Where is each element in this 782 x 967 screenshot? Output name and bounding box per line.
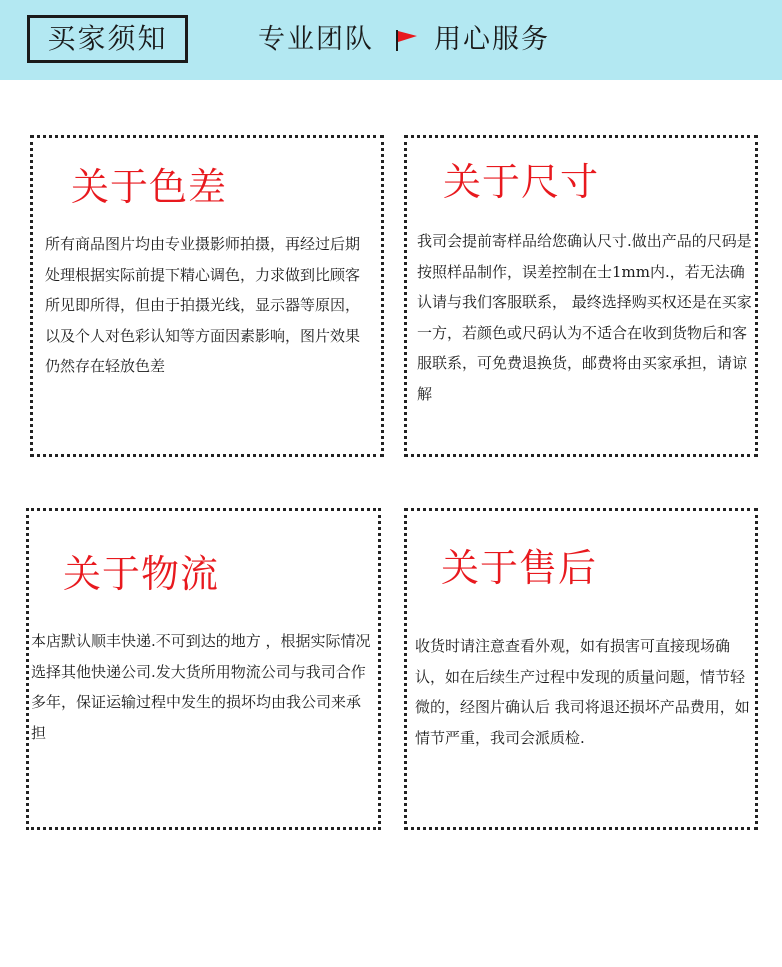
tagline-left: 专业团队 [258,24,374,55]
card-title: 关于物流 [63,552,220,596]
tagline-right: 用心服务 [434,24,550,55]
card-body: 收货时请注意查看外观，如有损害可直接现场确认，如在后续生产过程中发现的质量问题，情节轻微的，经图片确认后 我司将退还损坏产品费用，如情节严重，我司会派质检. [415,637,750,747]
red-flag-icon [394,27,420,53]
page-title: 买家须知 [27,15,188,63]
card-body: 我司会提前寄样品给您确认尺寸.做出产品的尺码是按照样品制作，误差控制在士1mm内.，若无法确认请与我们客服联系， 最终选择购买权还是在买家一方，若颜色或尺码认为不适合在收到货物后和客服联系，可免费退换货，邮费将由买家承担，请谅解 [417,232,752,403]
card-logistics [26,508,381,830]
card-title: 关于售后 [441,546,598,590]
card-color-difference [30,135,384,457]
card-after-sales [404,508,758,830]
card-size [404,135,758,457]
card-title: 关于色差 [71,165,228,209]
header-banner [0,0,782,80]
card-title: 关于尺寸 [443,160,600,204]
card-body: 本店默认顺丰快递.不可到达的地方 ，根据实际情况选择其他快递公司.发大货所用物流公司与我司合作多年，保证运输过程中发生的损坏均由我公司来承担 [31,632,371,742]
card-body: 所有商品图片均由专业摄影师拍摄，再经过后期处理根据实际前提下精心调色，力求做到比顾客所见即所得，但由于拍摄光线，显示器等原因，以及个人对色彩认知等方面因素影响，图片效果仍然存在轻放色差 [45,235,361,375]
